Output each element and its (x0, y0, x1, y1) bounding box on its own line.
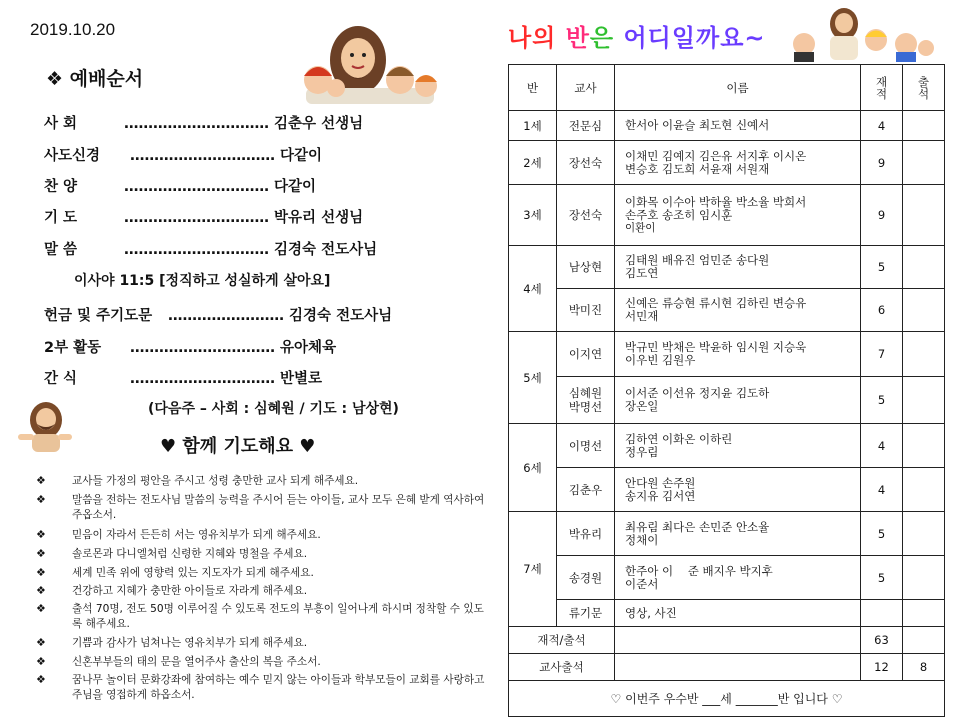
table-row (509, 289, 945, 332)
names-line: 한주아 이 준 배지우 박지후 (625, 563, 773, 578)
summary-label: 교사출석 (509, 654, 615, 681)
names-line: 송지유 김서연 (625, 488, 696, 503)
summary-blank (615, 654, 861, 681)
names-cell (615, 332, 861, 377)
table-row (509, 424, 945, 468)
registered-cell: 5 (861, 512, 903, 556)
summary-label: 재적/출석 (509, 627, 615, 654)
children-group-illustration (784, 4, 934, 64)
order-value: ………………………… 박유리 선생님 (124, 210, 364, 226)
diamond-bullet-icon: ❖ (36, 673, 46, 686)
order-title: ❖ 예배순서 (46, 68, 144, 90)
class-cell: 6세 (509, 424, 557, 512)
summary-row (509, 627, 945, 654)
names-line: 변승호 김도희 서윤재 서원재 (625, 161, 770, 176)
class-cell: 3세 (509, 185, 557, 246)
order-label: 사 회 (44, 116, 78, 132)
order-label: 사도신경 (44, 148, 101, 164)
attendance-cell[interactable] (903, 332, 945, 377)
diamond-bullet-icon: ❖ (36, 636, 46, 649)
table-row (509, 468, 945, 512)
prayer-text: 교사들 가정의 평안을 주시고 성령 충만한 교사 되게 해주세요. (72, 475, 359, 487)
registered-cell: 4 (861, 111, 903, 141)
summary-row (509, 654, 945, 681)
registered-cell (861, 600, 903, 627)
attendance-cell[interactable] (903, 289, 945, 332)
prayer-text: 솔로몬과 다니엘처럼 신령한 지혜와 명철을 주세요. (72, 548, 308, 560)
table-row (509, 600, 945, 627)
table-row (509, 377, 945, 424)
diamond-bullet-icon: ❖ (36, 547, 46, 560)
teacher-cell: 전문심 (557, 111, 615, 141)
names-line: 정채이 (625, 532, 659, 547)
scripture-verse: 이사야 11:5 [정직하고 성실하게 살아요] (74, 273, 331, 289)
order-label: 기 도 (44, 210, 78, 226)
table-row (509, 332, 945, 377)
order-value: …………………… 김경숙 전도사님 (168, 308, 393, 324)
prayer-text: 신혼부부들의 태의 문을 열어주사 출산의 복을 주소서. (72, 656, 321, 668)
prayer-text: 출석 70명, 전도 50명 이루어질 수 있도록 전도의 부흥이 일어나게 하시며 정착할 수 있도록 해주세요. (72, 603, 484, 630)
teacher-cell: 장선숙 (557, 185, 615, 246)
attendance-cell[interactable] (903, 512, 945, 556)
attendance-cell[interactable] (903, 424, 945, 468)
prayer-text: 꿈나무 놀이터 문화강좌에 참여하는 예수 믿지 않는 아이들과 학부모들이 교회를 사랑하고 주님을 영접하게 하옵소서. (72, 674, 485, 701)
order-value: ………………………… 유아체육 (130, 340, 337, 356)
table-row (509, 185, 945, 246)
teacher-cell: 이명선 (557, 424, 615, 468)
diamond-bullet-icon: ❖ (36, 493, 46, 506)
names-cell (615, 377, 861, 424)
names-line: 한서아 이윤슬 최도현 신예서 (625, 118, 770, 132)
names-line: 정우림 (625, 444, 659, 459)
next-week-note: (다음주 – 사회 : 심혜원 / 기도 : 남상현) (148, 401, 399, 417)
table-row (509, 141, 945, 185)
order-value: ………………………… 김춘우 선생님 (124, 116, 364, 132)
registered-cell: 4 (861, 468, 903, 512)
class-roster-table (508, 64, 945, 717)
registered-cell: 6 (861, 289, 903, 332)
order-label: 간 식 (44, 371, 78, 387)
teacher-cell: 류기문 (557, 600, 615, 627)
table-row (509, 512, 945, 556)
order-value: ………………………… 다같이 (124, 179, 317, 195)
class-cell: 2세 (509, 141, 557, 185)
names-cell (615, 185, 861, 246)
names-cell (615, 289, 861, 332)
names-line: 최유림 최다은 손민준 안소율 (625, 519, 770, 534)
table-row (509, 556, 945, 600)
summary-blank (615, 627, 861, 654)
teacher-attendance: 8 (903, 654, 945, 681)
class-cell: 1세 (509, 111, 557, 141)
attendance-cell[interactable] (903, 377, 945, 424)
attendance-cell[interactable] (903, 556, 945, 600)
diamond-bullet-icon: ❖ (36, 584, 46, 597)
footer-row (509, 681, 945, 717)
names-cell (615, 600, 861, 627)
prayer-text: 건강하고 지혜가 충만한 아이들로 자라게 해주세요. (72, 585, 308, 597)
teacher-cell: 김춘우 (557, 468, 615, 512)
names-line: 영상, 사진 (625, 605, 677, 620)
names-line: 이준서 (625, 576, 659, 591)
teacher-cell: 박유리 (557, 512, 615, 556)
registered-cell: 9 (861, 185, 903, 246)
names-cell (615, 246, 861, 289)
names-line: 서민재 (625, 309, 659, 323)
title-part: 어디일까요~ (623, 24, 766, 52)
header-names: 이름 (615, 65, 861, 111)
prayer-text: 믿음이 자라서 든든히 서는 영유치부가 되게 해주세요. (72, 529, 321, 541)
best-class-announcement: ♡ 이번주 우수반 ___세 _______반 입니다 ♡ (509, 681, 945, 717)
attendance-cell[interactable] (903, 468, 945, 512)
names-cell (615, 556, 861, 600)
order-value: ………………………… 다같이 (130, 148, 323, 164)
attendance-cell[interactable] (903, 185, 945, 246)
names-cell (615, 111, 861, 141)
jesus-illustration (14, 396, 74, 456)
names-cell (615, 468, 861, 512)
names-line: 이채민 김예지 김은유 서지후 이시온 (625, 148, 807, 163)
table-header-row (509, 65, 945, 111)
title-part: 은 (589, 24, 624, 52)
diamond-bullet-icon: ❖ (36, 566, 46, 579)
diamond-bullet-icon: ❖ (36, 528, 46, 541)
registered-cell: 9 (861, 141, 903, 185)
names-line: 이우빈 김원우 (625, 353, 696, 367)
teacher-cell: 박미진 (557, 289, 615, 332)
teacher-cell: 이지연 (557, 332, 615, 377)
teacher-registered: 12 (861, 654, 903, 681)
registered-cell: 5 (861, 246, 903, 289)
class-cell: 5세 (509, 332, 557, 424)
title-part: 나의 (508, 24, 566, 52)
order-value: ………………………… 김경숙 전도사님 (124, 242, 378, 258)
class-cell: 4세 (509, 246, 557, 332)
attendance-cell[interactable] (903, 141, 945, 185)
date: 2019.10.20 (30, 20, 116, 39)
table-row (509, 246, 945, 289)
names-cell (615, 141, 861, 185)
registered-cell: 7 (861, 332, 903, 377)
class-cell: 7세 (509, 512, 557, 627)
order-label: 헌금 및 주기도문 (44, 308, 153, 324)
diamond-bullet-icon: ❖ (36, 655, 46, 668)
order-value: ………………………… 반별로 (130, 371, 323, 387)
order-label: 말 씀 (44, 242, 78, 258)
prayer-text: 기쁨과 감사가 넘쳐나는 영유치부가 되게 해주세요. (72, 637, 308, 649)
total-registered: 63 (861, 627, 903, 654)
prayer-text: 말씀을 전하는 전도사님 말씀의 능력을 주시어 듣는 아이들, 교사 모두 은혜 받게 역사하여 주옵소서. (72, 494, 485, 521)
attendance-cell[interactable] (903, 111, 945, 141)
diamond-bullet-icon: ❖ (36, 474, 46, 487)
prayer-text: 세계 민족 위에 영향력 있는 지도자가 되게 해주세요. (72, 567, 314, 579)
attendance-cell[interactable] (903, 600, 945, 627)
header-registered: 재 적 (861, 65, 903, 111)
names-cell (615, 424, 861, 468)
jesus-children-illustration (296, 20, 442, 106)
names-line: 이환이 (625, 221, 656, 234)
names-line: 이화목 이수아 박하율 박소율 박희서 (625, 194, 807, 209)
names-line: 손주호 송조히 임시훈 (625, 207, 733, 222)
names-line: 김태원 배유진 엄민준 송다원 (625, 253, 770, 267)
header-attendance: 출 석 (903, 65, 945, 111)
registered-cell: 5 (861, 377, 903, 424)
teacher-cell: 남상현 (557, 246, 615, 289)
names-line: 김도연 (625, 266, 659, 280)
teacher-cell: 송경원 (557, 556, 615, 600)
attendance-cell[interactable] (903, 246, 945, 289)
teacher-cell: 심혜원 박명선 (557, 377, 615, 424)
table-row (509, 111, 945, 141)
title-part: 반 (565, 24, 590, 52)
names-cell (615, 512, 861, 556)
names-line: 장온일 (625, 399, 659, 413)
registered-cell: 4 (861, 424, 903, 468)
diamond-bullet-icon: ❖ (36, 602, 46, 615)
names-line: 안다원 손주원 (625, 475, 696, 490)
names-line: 이서준 이선유 정지윤 김도하 (625, 386, 770, 400)
order-label: 2부 활동 (44, 340, 102, 356)
names-line: 김하연 이화온 이하린 (625, 431, 733, 446)
roster-title (508, 18, 766, 53)
names-line: 신예은 류승현 류시현 김하린 변승유 (625, 296, 807, 310)
names-line: 박규민 박채은 박윤하 임시원 지승욱 (625, 340, 807, 354)
teacher-cell: 장선숙 (557, 141, 615, 185)
header-class: 반 (509, 65, 557, 111)
order-label: 찬 양 (44, 179, 78, 195)
prayer-title: ♥ 함께 기도해요 ♥ (160, 436, 316, 457)
header-teacher: 교사 (557, 65, 615, 111)
total-attendance[interactable] (903, 627, 945, 654)
registered-cell: 5 (861, 556, 903, 600)
